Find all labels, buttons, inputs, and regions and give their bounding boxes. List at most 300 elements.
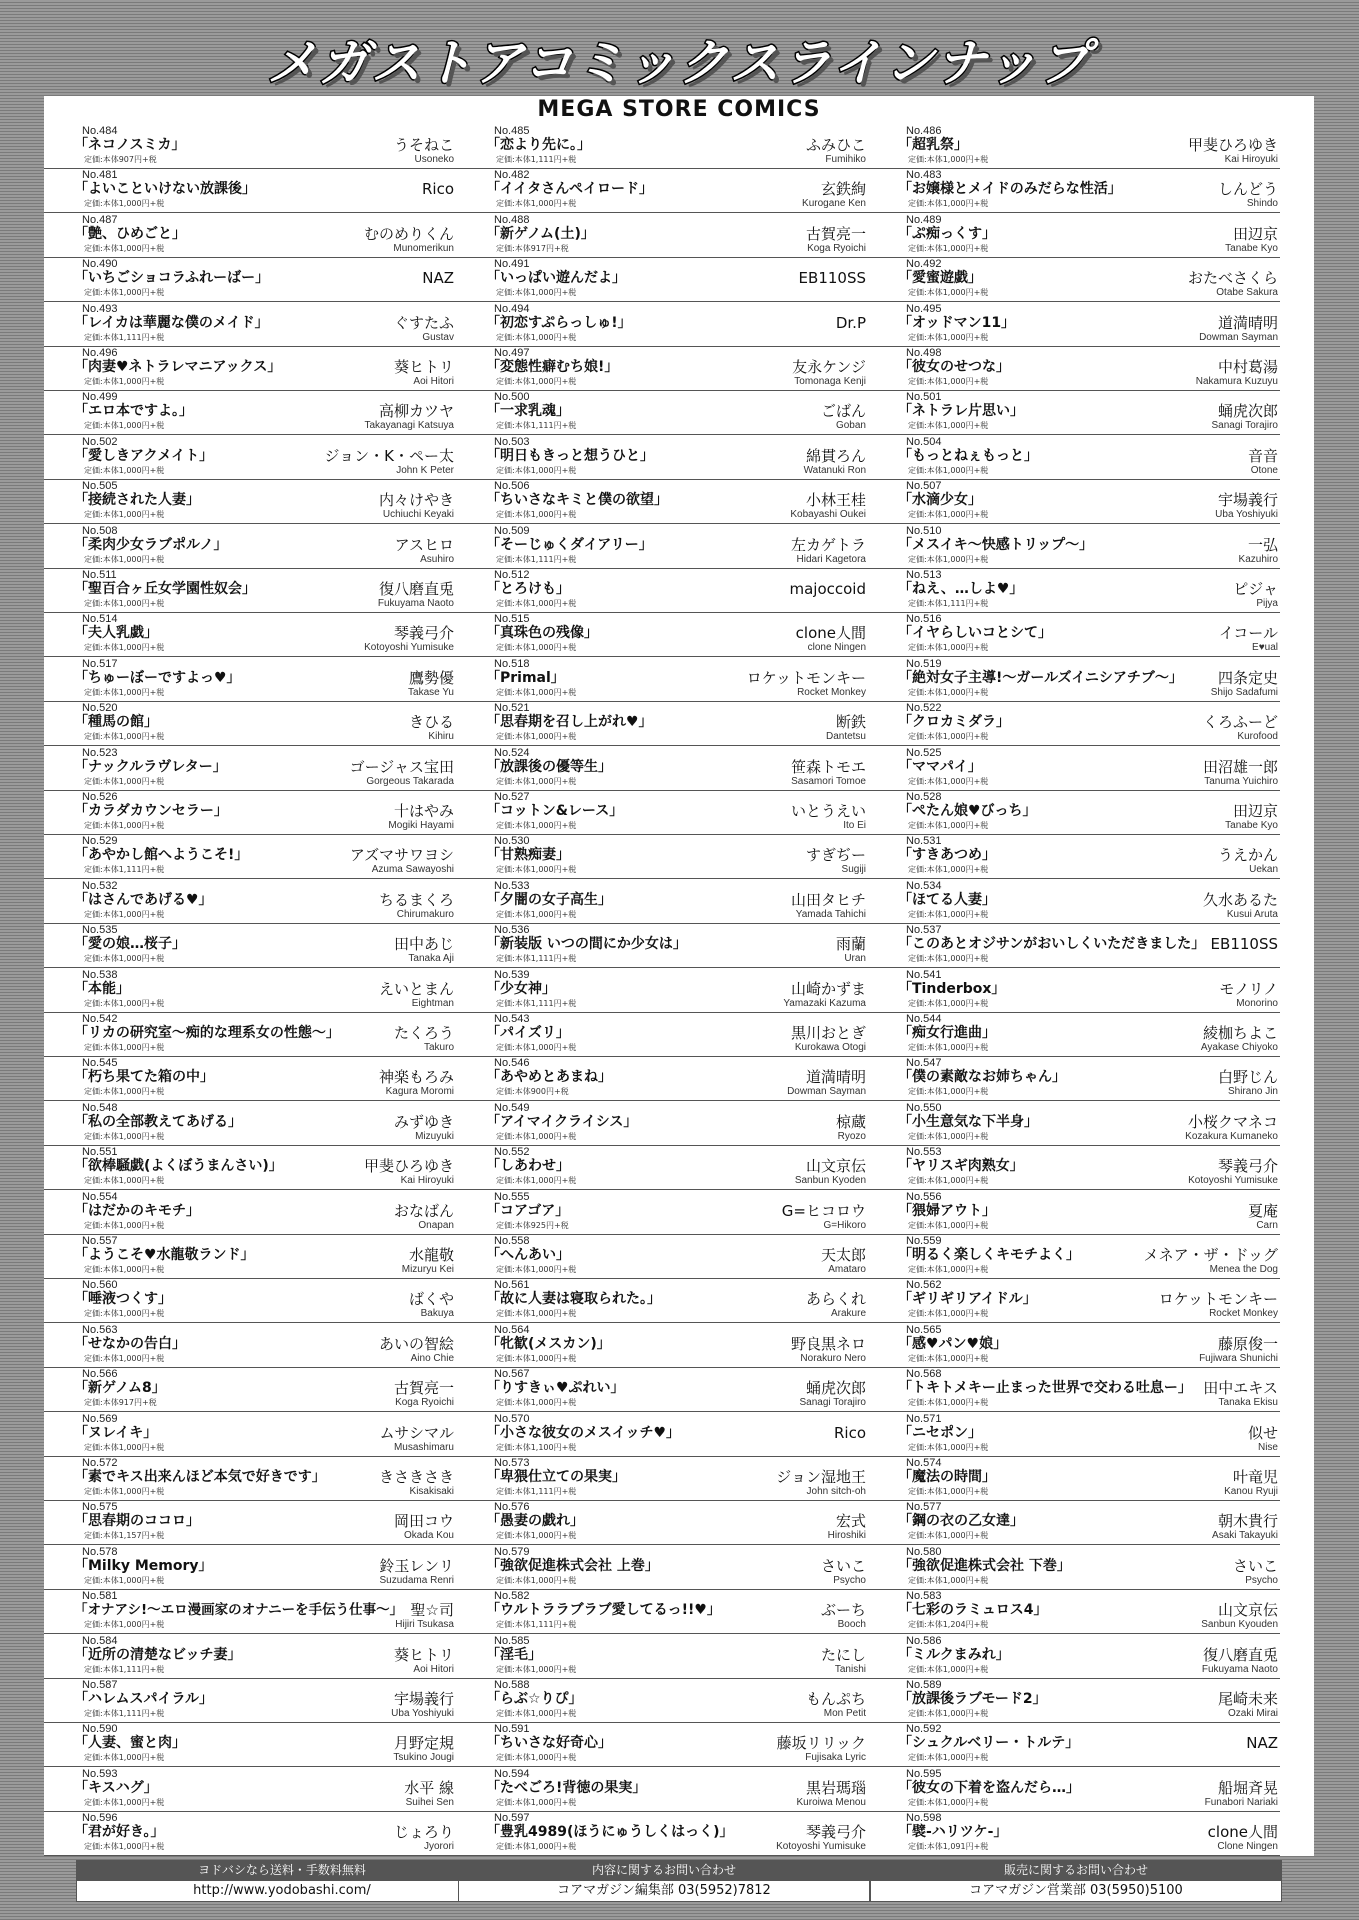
item-author-romaji: Hiroshiki — [827, 1530, 866, 1542]
item-price: 定価:本体1,000円+税 — [908, 554, 989, 564]
item-price: 定価:本体1,111円+税 — [496, 1487, 577, 1496]
list-item — [44, 390, 456, 435]
item-number: No.557 — [82, 1235, 118, 1247]
item-number: No.522 — [906, 702, 942, 715]
item-number: No.523 — [82, 746, 118, 759]
item-author: たくろう — [393, 1024, 454, 1042]
item-author-romaji: Menea the Dog — [1209, 1264, 1278, 1275]
item-number: No.546 — [494, 1057, 530, 1070]
item-author: Rico — [421, 180, 454, 199]
lineup-column-1 — [44, 124, 456, 1856]
item-number: No.518 — [494, 657, 530, 670]
item-title: 「とろけも」 — [486, 581, 570, 597]
item-author: うえかん — [1217, 846, 1278, 865]
item-number: No.576 — [494, 1501, 530, 1514]
list-item — [456, 1367, 868, 1412]
item-title: 「ぷ痴っくす」 — [898, 225, 996, 242]
item-price: 定価:本体1,000円+税 — [496, 1353, 577, 1363]
item-author-romaji: Usoneko — [414, 154, 454, 165]
item-author: 叶竜児 — [1232, 1468, 1278, 1486]
item-price: 定価:本体1,000円+税 — [496, 776, 577, 786]
item-author-romaji: Koga Ryoichi — [807, 242, 866, 254]
item-number: No.485 — [494, 125, 530, 137]
item-price: 定価:本体1,000円+税 — [908, 332, 989, 342]
item-author-romaji: Aoi Hitori — [413, 1663, 454, 1675]
item-number: No.550 — [906, 1101, 942, 1114]
list-item — [868, 657, 1280, 702]
item-title: 「恋より先に。」 — [486, 137, 591, 153]
item-author-romaji: Norakuro Nero — [800, 1352, 866, 1364]
item-author: 中村葛湯 — [1217, 358, 1278, 376]
item-title: 「彼女の下着を盗んだら…」 — [898, 1779, 1080, 1796]
list-item — [44, 1012, 456, 1057]
item-price: 定価:本体1,000円+税 — [84, 288, 165, 298]
item-title: 「豊乳4989(ほうにゅうしくはっく)」 — [486, 1824, 734, 1841]
item-title: 「ほてる人妻」 — [898, 891, 996, 908]
item-title: 「いちごショコラふれーばー」 — [74, 270, 270, 287]
item-author-romaji: John sitch-oh — [806, 1486, 866, 1497]
item-title: 「感♥パン♥娘」 — [898, 1335, 1008, 1352]
item-title: 「一求乳魂」 — [486, 403, 570, 420]
item-price: 定価:本体1,000円+税 — [908, 1575, 989, 1585]
item-number: No.531 — [906, 835, 942, 848]
item-author: 玄鉄絢 — [820, 180, 866, 199]
item-author-romaji: Arakure — [830, 1308, 866, 1320]
item-author-romaji: Uran — [844, 953, 866, 965]
item-author: 蛹虎次郎 — [1217, 402, 1278, 421]
item-price: 定価:本体917円+税 — [84, 1398, 157, 1408]
item-author-romaji: Jyorori — [423, 1841, 454, 1853]
item-title: 「ママパイ」 — [898, 758, 982, 775]
item-title: 「初恋すぷらっしゅ!」 — [486, 314, 632, 331]
item-title: 「夫人乳戯」 — [74, 625, 158, 642]
item-author-romaji: Pijya — [1256, 598, 1278, 609]
item-price: 定価:本体1,000円+税 — [908, 1664, 989, 1674]
item-author-romaji: Funabori Nariaki — [1204, 1796, 1278, 1808]
item-author: 道満晴明 — [805, 1068, 866, 1087]
item-author: 水平 線 — [404, 1778, 454, 1797]
item-price: 定価:本体1,157円+税 — [84, 1531, 165, 1541]
item-title: 「イヤらしいコとシて」 — [898, 625, 1052, 642]
item-author-romaji: Sanagi Torajiro — [799, 1397, 866, 1409]
item-price: 定価:本体1,111円+税 — [496, 1620, 577, 1630]
list-item — [456, 1056, 868, 1101]
item-number: No.559 — [906, 1235, 942, 1247]
list-item — [44, 1545, 456, 1590]
item-author: 野良黒ネロ — [790, 1334, 866, 1353]
item-title: 「強欲促進株式会社 下巻」 — [898, 1557, 1071, 1574]
item-number: No.527 — [494, 791, 530, 803]
item-author: 月野定規 — [393, 1734, 454, 1753]
item-number: No.570 — [494, 1412, 530, 1425]
item-author: 音音 — [1247, 446, 1278, 465]
item-author-romaji: Kurofood — [1237, 731, 1278, 743]
item-author: NAZ — [422, 269, 454, 288]
item-title: 「接続された人妻」 — [74, 492, 200, 509]
item-number: No.514 — [82, 613, 118, 626]
item-number: No.533 — [494, 879, 530, 892]
item-author-romaji: Ito Ei — [843, 820, 866, 831]
item-number: No.543 — [494, 1013, 530, 1025]
list-item — [868, 524, 1280, 569]
item-number: No.502 — [82, 435, 118, 448]
item-title: 「よいこといけない放課後」 — [74, 181, 256, 198]
item-author-romaji: Otone — [1250, 464, 1278, 476]
list-item — [456, 1412, 868, 1457]
item-number: No.549 — [494, 1101, 530, 1114]
item-title: 「肉妻♥ネトラレマニアックス」 — [74, 359, 282, 375]
item-price: 定価:本体1,000円+税 — [908, 1487, 989, 1496]
item-title: 「せなかの告白」 — [74, 1335, 186, 1352]
item-author: 宇場義行 — [1217, 491, 1278, 510]
item-price: 定価:本体1,000円+税 — [908, 1442, 989, 1452]
item-number: No.524 — [494, 746, 530, 759]
list-item — [868, 923, 1280, 968]
item-number: No.506 — [494, 480, 530, 493]
list-item — [456, 524, 868, 569]
item-price: 定価:本体1,000円+税 — [908, 1309, 989, 1319]
item-price: 定価:本体1,000円+税 — [496, 465, 577, 475]
item-title: 「明日もきっと想うひと」 — [486, 447, 654, 464]
list-item — [456, 1145, 868, 1190]
item-title: 「少女神」 — [486, 980, 556, 997]
item-author: うそねこ — [393, 136, 454, 154]
list-item — [44, 1589, 456, 1634]
item-title: 「柔肉少女ラブポルノ」 — [74, 536, 228, 553]
list-item — [456, 746, 868, 791]
item-price: 定価:本体1,000円+税 — [84, 732, 165, 742]
list-item — [44, 568, 456, 613]
item-author-romaji: Booch — [837, 1619, 866, 1631]
list-item — [868, 790, 1280, 835]
item-title: 「ヌレイキ」 — [74, 1424, 158, 1441]
item-author: 綿貫ろん — [805, 446, 866, 465]
item-title: 「魔法の時間」 — [898, 1469, 996, 1485]
item-author-romaji: Shirano Jin — [1227, 1086, 1278, 1098]
item-price: 定価:本体1,000円+税 — [496, 1753, 577, 1763]
list-item — [44, 1367, 456, 1412]
item-price: 定価:本体1,000円+税 — [84, 998, 165, 1008]
item-title: 「へんあい」 — [486, 1247, 570, 1263]
item-price: 定価:本体1,000円+税 — [908, 1087, 989, 1097]
list-item — [868, 257, 1280, 302]
item-title: 「襞-ハリツケ-」 — [898, 1824, 1008, 1841]
item-number: No.563 — [82, 1323, 118, 1336]
item-price: 定価:本体1,000円+税 — [908, 1220, 989, 1230]
list-item — [868, 1412, 1280, 1457]
item-price: 定価:本体1,000円+税 — [496, 1709, 577, 1718]
list-item — [44, 879, 456, 924]
item-author-romaji: Sanagi Torajiro — [1211, 420, 1278, 432]
footer-phone: コアマガジン営業部 03(5950)5100 — [870, 1880, 1282, 1902]
list-item — [456, 1589, 868, 1634]
item-price: 定価:本体1,000円+税 — [908, 1398, 989, 1408]
item-author-romaji: Ryozo — [837, 1130, 866, 1142]
item-author: むのめりくん — [363, 224, 454, 243]
item-price: 定価:本体1,000円+税 — [496, 643, 577, 653]
item-number: No.492 — [906, 258, 942, 271]
list-item — [44, 1101, 456, 1146]
item-author: 古賀亮一 — [805, 224, 866, 243]
item-number: No.528 — [906, 791, 942, 803]
item-author: すぎぢー — [805, 846, 866, 865]
list-item — [868, 1634, 1280, 1679]
list-item — [868, 1056, 1280, 1101]
item-author: 朝木貴行 — [1217, 1512, 1278, 1531]
item-author-romaji: Amataro — [828, 1264, 866, 1275]
item-price: 定価:本体1,000円+税 — [496, 1043, 577, 1052]
item-title: 「艶、ひめごと」 — [74, 225, 186, 242]
item-number: No.572 — [82, 1457, 118, 1469]
item-title: 「あやかし館へようこそ!」 — [74, 847, 249, 864]
list-item — [456, 568, 868, 613]
item-title: 「強欲促進株式会社 上巻」 — [486, 1557, 659, 1574]
item-title: 「オナアシ!〜エロ漫画家のオナニーを手伝う仕事〜」 — [74, 1602, 404, 1619]
item-author-romaji: Rocket Monkey — [797, 686, 866, 698]
item-price: 定価:本体1,000円+税 — [496, 687, 577, 697]
item-price: 定価:本体1,000円+税 — [908, 1176, 989, 1186]
item-author-romaji: Sasamori Tomoe — [791, 775, 866, 787]
item-price: 定価:本体1,000円+税 — [908, 510, 989, 520]
item-author: Dr.P — [835, 313, 866, 332]
item-author-romaji: Kurokawa Otogi — [794, 1042, 866, 1053]
item-price: 定価:本体1,000円+税 — [84, 377, 165, 386]
item-author: えいとまん — [378, 979, 454, 998]
list-item — [868, 479, 1280, 524]
item-number: No.510 — [906, 524, 942, 537]
item-number: No.562 — [906, 1279, 942, 1292]
list-item — [44, 1722, 456, 1767]
item-author-romaji: Gustav — [422, 331, 454, 343]
item-author-romaji: Chirumakuro — [396, 908, 454, 920]
item-author: さいこ — [820, 1556, 866, 1575]
item-price: 定価:本体1,000円+税 — [496, 332, 577, 342]
item-author: 水龍敬 — [408, 1246, 454, 1264]
list-item — [868, 1500, 1280, 1545]
item-number: No.591 — [494, 1723, 530, 1736]
item-title: 「ウルトララブラブ愛してるっ!!♥」 — [486, 1602, 721, 1619]
item-price: 定価:本体1,111円+税 — [908, 599, 989, 608]
item-author-romaji: Kai Hiroyuki — [1224, 154, 1278, 165]
item-price: 定価:本体1,111円+税 — [84, 1709, 165, 1718]
list-item — [456, 701, 868, 746]
item-title: 「思春期のココロ」 — [74, 1513, 200, 1530]
item-title: 「唾液つくす」 — [74, 1291, 172, 1308]
item-price: 定価:本体1,000円+税 — [496, 1265, 577, 1274]
list-item — [456, 834, 868, 879]
list-item — [868, 1767, 1280, 1812]
footer-url-link[interactable]: http://www.yodobashi.com/ — [76, 1880, 488, 1902]
item-number: No.598 — [906, 1812, 942, 1825]
item-title: 「いっぱい遊んだよ」 — [486, 270, 626, 287]
item-author: ぐすたふ — [393, 313, 454, 332]
list-item — [456, 257, 868, 302]
item-author-romaji: Eightman — [411, 997, 454, 1009]
item-title: 「愛しきアクメイト」 — [74, 447, 214, 464]
list-item — [44, 1190, 456, 1235]
item-title: 「変態性癖むち娘!」 — [486, 359, 619, 375]
item-number: No.487 — [82, 213, 118, 226]
item-title: 「僕の素敵なお姉ちゃん」 — [898, 1069, 1066, 1086]
item-title: 「新ゲノム8」 — [74, 1380, 166, 1397]
item-title: 「キスハグ」 — [74, 1779, 158, 1796]
item-author-romaji: Aino Chie — [410, 1352, 454, 1364]
item-price: 定価:本体1,111円+税 — [496, 554, 577, 564]
item-title: 「ちいさな好奇心」 — [486, 1735, 612, 1752]
list-item — [868, 1589, 1280, 1634]
list-item — [44, 657, 456, 702]
item-number: No.551 — [82, 1146, 118, 1159]
item-author: モノリノ — [1219, 979, 1278, 998]
item-number: No.590 — [82, 1723, 118, 1736]
list-item — [44, 1634, 456, 1679]
item-number: No.582 — [494, 1590, 530, 1603]
item-price: 定価:本体1,000円+税 — [908, 1131, 989, 1141]
item-author: 黒川おとぎ — [790, 1024, 866, 1042]
item-number: No.519 — [906, 657, 942, 670]
item-title: 「そーじゅくダイアリー」 — [486, 536, 653, 553]
item-price: 定価:本体1,000円+税 — [496, 377, 577, 386]
item-author-romaji: Takayanagi Katsuya — [364, 420, 454, 432]
footer-sales-inquiry — [870, 1860, 1282, 1906]
item-author-romaji: John K Peter — [396, 464, 454, 476]
item-price: 定価:本体1,000円+税 — [908, 954, 989, 964]
item-author-romaji: Mon Petit — [823, 1708, 866, 1719]
item-author: 綾枷ちよこ — [1202, 1024, 1278, 1042]
item-price: 定価:本体1,000円+税 — [84, 954, 165, 964]
item-number: No.505 — [82, 480, 118, 493]
item-title: 「ちいさなキミと僕の欲望」 — [486, 492, 668, 509]
item-author: くろふーど — [1202, 713, 1278, 732]
item-number: No.489 — [906, 213, 942, 226]
item-price: 定価:本体1,000円+税 — [908, 288, 989, 298]
item-author-romaji: E♥ual — [1252, 642, 1278, 654]
list-item — [868, 1190, 1280, 1235]
item-number: No.496 — [82, 347, 118, 359]
item-price: 定価:本体1,000円+税 — [908, 377, 989, 386]
item-title: 「パイズリ」 — [486, 1025, 570, 1041]
list-item — [456, 168, 868, 213]
item-price: 定価:本体1,111円+税 — [496, 998, 577, 1008]
item-author: 山文京伝 — [805, 1157, 866, 1176]
item-author-romaji: Munomerikun — [393, 242, 454, 254]
item-title: 「私の全部教えてあげる」 — [74, 1113, 242, 1130]
item-price: 定価:本体1,000円+税 — [496, 1797, 577, 1807]
list-item — [456, 479, 868, 524]
item-number: No.490 — [82, 258, 118, 271]
item-author-romaji: Nise — [1257, 1441, 1278, 1453]
item-number: No.575 — [82, 1501, 118, 1514]
item-title: 「はだかのキモチ」 — [74, 1202, 200, 1219]
item-price: 定価:本体1,111円+税 — [496, 421, 577, 431]
list-item — [868, 1456, 1280, 1501]
item-author: 琴義弓介 — [393, 624, 454, 643]
item-price: 定価:本体1,000円+税 — [908, 687, 989, 697]
item-title: 「鋼の衣の乙女達」 — [898, 1513, 1024, 1530]
item-number: No.536 — [494, 924, 530, 937]
item-price: 定価:本体1,000円+税 — [496, 288, 577, 298]
item-author: 田中あじ — [393, 935, 454, 954]
item-title: 「猥婦アウト」 — [898, 1202, 996, 1219]
item-number: No.486 — [906, 125, 942, 137]
item-author: 復八磨直兎 — [1202, 1645, 1278, 1664]
item-author: ジョン湿地王 — [776, 1468, 866, 1486]
item-price: 定価:本体1,000円+税 — [908, 199, 989, 209]
item-author: 蛹虎次郎 — [805, 1379, 866, 1398]
list-item — [868, 1722, 1280, 1767]
item-price: 定価:本体1,000円+税 — [496, 865, 577, 875]
item-title: 「放課後の優等生」 — [486, 758, 612, 775]
item-price: 定価:本体1,111円+税 — [84, 332, 165, 342]
item-author: 高柳カツヤ — [378, 402, 454, 421]
item-number: No.589 — [906, 1679, 942, 1691]
list-item — [44, 968, 456, 1013]
item-author-romaji: Uba Yoshiyuki — [391, 1708, 454, 1719]
list-item — [44, 834, 456, 879]
item-title: 「ちゅーぼーですよっ♥」 — [74, 669, 241, 686]
item-author-romaji: Tomonaga Kenji — [794, 376, 866, 387]
item-number: No.488 — [494, 213, 530, 226]
item-number: No.552 — [494, 1146, 530, 1159]
item-number: No.513 — [906, 569, 942, 581]
item-price: 定価:本体1,000円+税 — [84, 465, 165, 475]
item-number: No.588 — [494, 1679, 530, 1691]
item-price: 定価:本体1,000円+税 — [84, 199, 165, 209]
item-number: No.501 — [906, 391, 942, 404]
list-item — [44, 257, 456, 302]
comic-lineup-list — [44, 124, 1314, 1856]
item-author-romaji: Okada Kou — [403, 1530, 454, 1542]
item-number: No.597 — [494, 1812, 530, 1825]
item-number: No.553 — [906, 1146, 942, 1159]
item-number: No.561 — [494, 1279, 530, 1292]
item-price: 定価:本体1,000円+税 — [84, 1842, 165, 1852]
item-number: No.592 — [906, 1723, 942, 1736]
item-author: G=ヒコロウ — [781, 1201, 866, 1220]
item-price: 定価:本体1,000円+税 — [84, 421, 165, 431]
item-author: 左カゲトラ — [790, 535, 866, 554]
item-number: No.521 — [494, 702, 530, 715]
item-author: 山田タヒチ — [790, 890, 866, 909]
item-number: No.584 — [82, 1634, 118, 1647]
item-title: 「素でキス出来んほど本気で好きです」 — [74, 1469, 326, 1485]
item-author: 小桜クマネコ — [1187, 1112, 1278, 1131]
item-author: 藤原俊一 — [1217, 1334, 1278, 1353]
list-item — [44, 1278, 456, 1323]
item-author: ぶーち — [820, 1601, 866, 1620]
item-author: もんぷち — [805, 1690, 866, 1708]
item-author: たにし — [820, 1645, 866, 1664]
item-author: 葵ヒトリ — [393, 358, 454, 376]
item-author: 甲斐ひろゆき — [363, 1157, 454, 1176]
item-price: 定価:本体1,000円+税 — [496, 510, 577, 520]
item-title: 「欲棒騒戯(よくぼうまんさい)」 — [74, 1158, 283, 1175]
item-number: No.571 — [906, 1412, 942, 1425]
item-author-romaji: Suihei Sen — [405, 1796, 454, 1808]
item-author-romaji: Takase Yu — [408, 686, 454, 698]
item-author-romaji: Kotoyoshi Yumisuke — [364, 642, 454, 654]
item-title: 「しあわせ」 — [486, 1158, 570, 1175]
item-author: 十はやみ — [393, 802, 454, 820]
item-author: ピジャ — [1233, 580, 1278, 598]
item-author-romaji: Yamada Tahichi — [795, 908, 866, 920]
item-title: 「Tinderbox」 — [898, 980, 1006, 997]
item-price: 定価:本体1,000円+税 — [84, 1220, 165, 1230]
item-title: 「真珠色の残像」 — [486, 625, 598, 642]
list-item — [456, 879, 868, 924]
item-author-romaji: Kai Hiroyuki — [400, 1175, 454, 1187]
item-number: No.526 — [82, 791, 118, 803]
